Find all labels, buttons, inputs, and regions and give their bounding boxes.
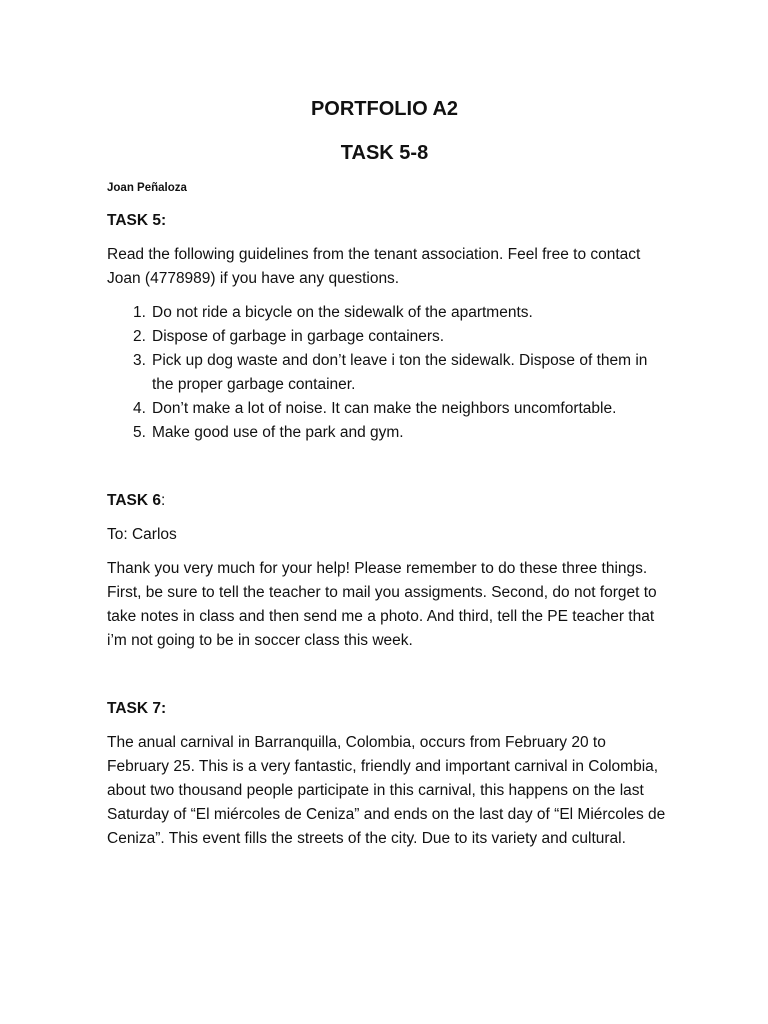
task6-recipient: To: Carlos <box>107 526 177 543</box>
task5-intro: Read the following guidelines from the tenant association. Feel free to contact Joan (4778989) if you have any questions. <box>107 246 641 287</box>
task6-section <box>107 489 667 653</box>
list-item <box>107 325 667 349</box>
task7-section <box>107 697 667 851</box>
list-item <box>107 421 667 445</box>
list-item-text: Dispose of garbage in garbage containers. <box>152 328 445 345</box>
list-item-text: Don’t make a lot of noise. It can make the neighbors uncomfortable. <box>152 400 617 417</box>
task6-heading-colon: : <box>160 492 166 509</box>
task5-section <box>107 209 667 445</box>
task7-heading: TASK 7: <box>107 700 167 717</box>
list-item-number: 4. <box>133 400 146 417</box>
author-name: Joan Peñaloza <box>107 182 187 194</box>
document-title: PORTFOLIO A2 <box>310 98 459 120</box>
list-item-number: 5. <box>133 424 146 441</box>
task6-heading <box>107 489 667 513</box>
document-subtitle: TASK 5-8 <box>340 142 429 164</box>
task6-body: Thank you very much for your help! Please remember to do these three things. First, be sure to tell the teacher to mail you assigments. Second, do not forget to take notes in class and then send me a photo. And third, tell the PE teacher that i’m not going to be in soccer class this week. <box>107 560 657 649</box>
list-item-text: Do not ride a bicycle on the sidewalk of the apartments. <box>152 304 533 321</box>
list-item <box>107 397 667 421</box>
list-item-text: Pick up dog waste and don’t leave i ton the sidewalk. Dispose of them in the proper garbage container. <box>152 352 648 393</box>
task5-heading: TASK 5: <box>107 212 167 229</box>
list-item <box>107 349 667 397</box>
guidelines-list <box>107 301 667 445</box>
task7-body: The anual carnival in Barranquilla, Colombia, occurs from February 20 to February 25. This is a very fantastic, friendly and important carnival in Colombia, about two thousand people participate in this carnival, this happens on the last Saturday of “El miércoles de Ceniza” and ends on the last day of “El Miércoles de Ceniza”. This event fills the streets of the city. Due to its variety and cultural. <box>107 734 666 847</box>
list-item-number: 3. <box>133 352 146 369</box>
task6-heading-text: TASK 6 <box>107 492 161 509</box>
list-item-number: 1. <box>133 304 146 321</box>
list-item-number: 2. <box>133 328 146 345</box>
list-item <box>107 301 667 325</box>
list-item-text: Make good use of the park and gym. <box>152 424 404 441</box>
